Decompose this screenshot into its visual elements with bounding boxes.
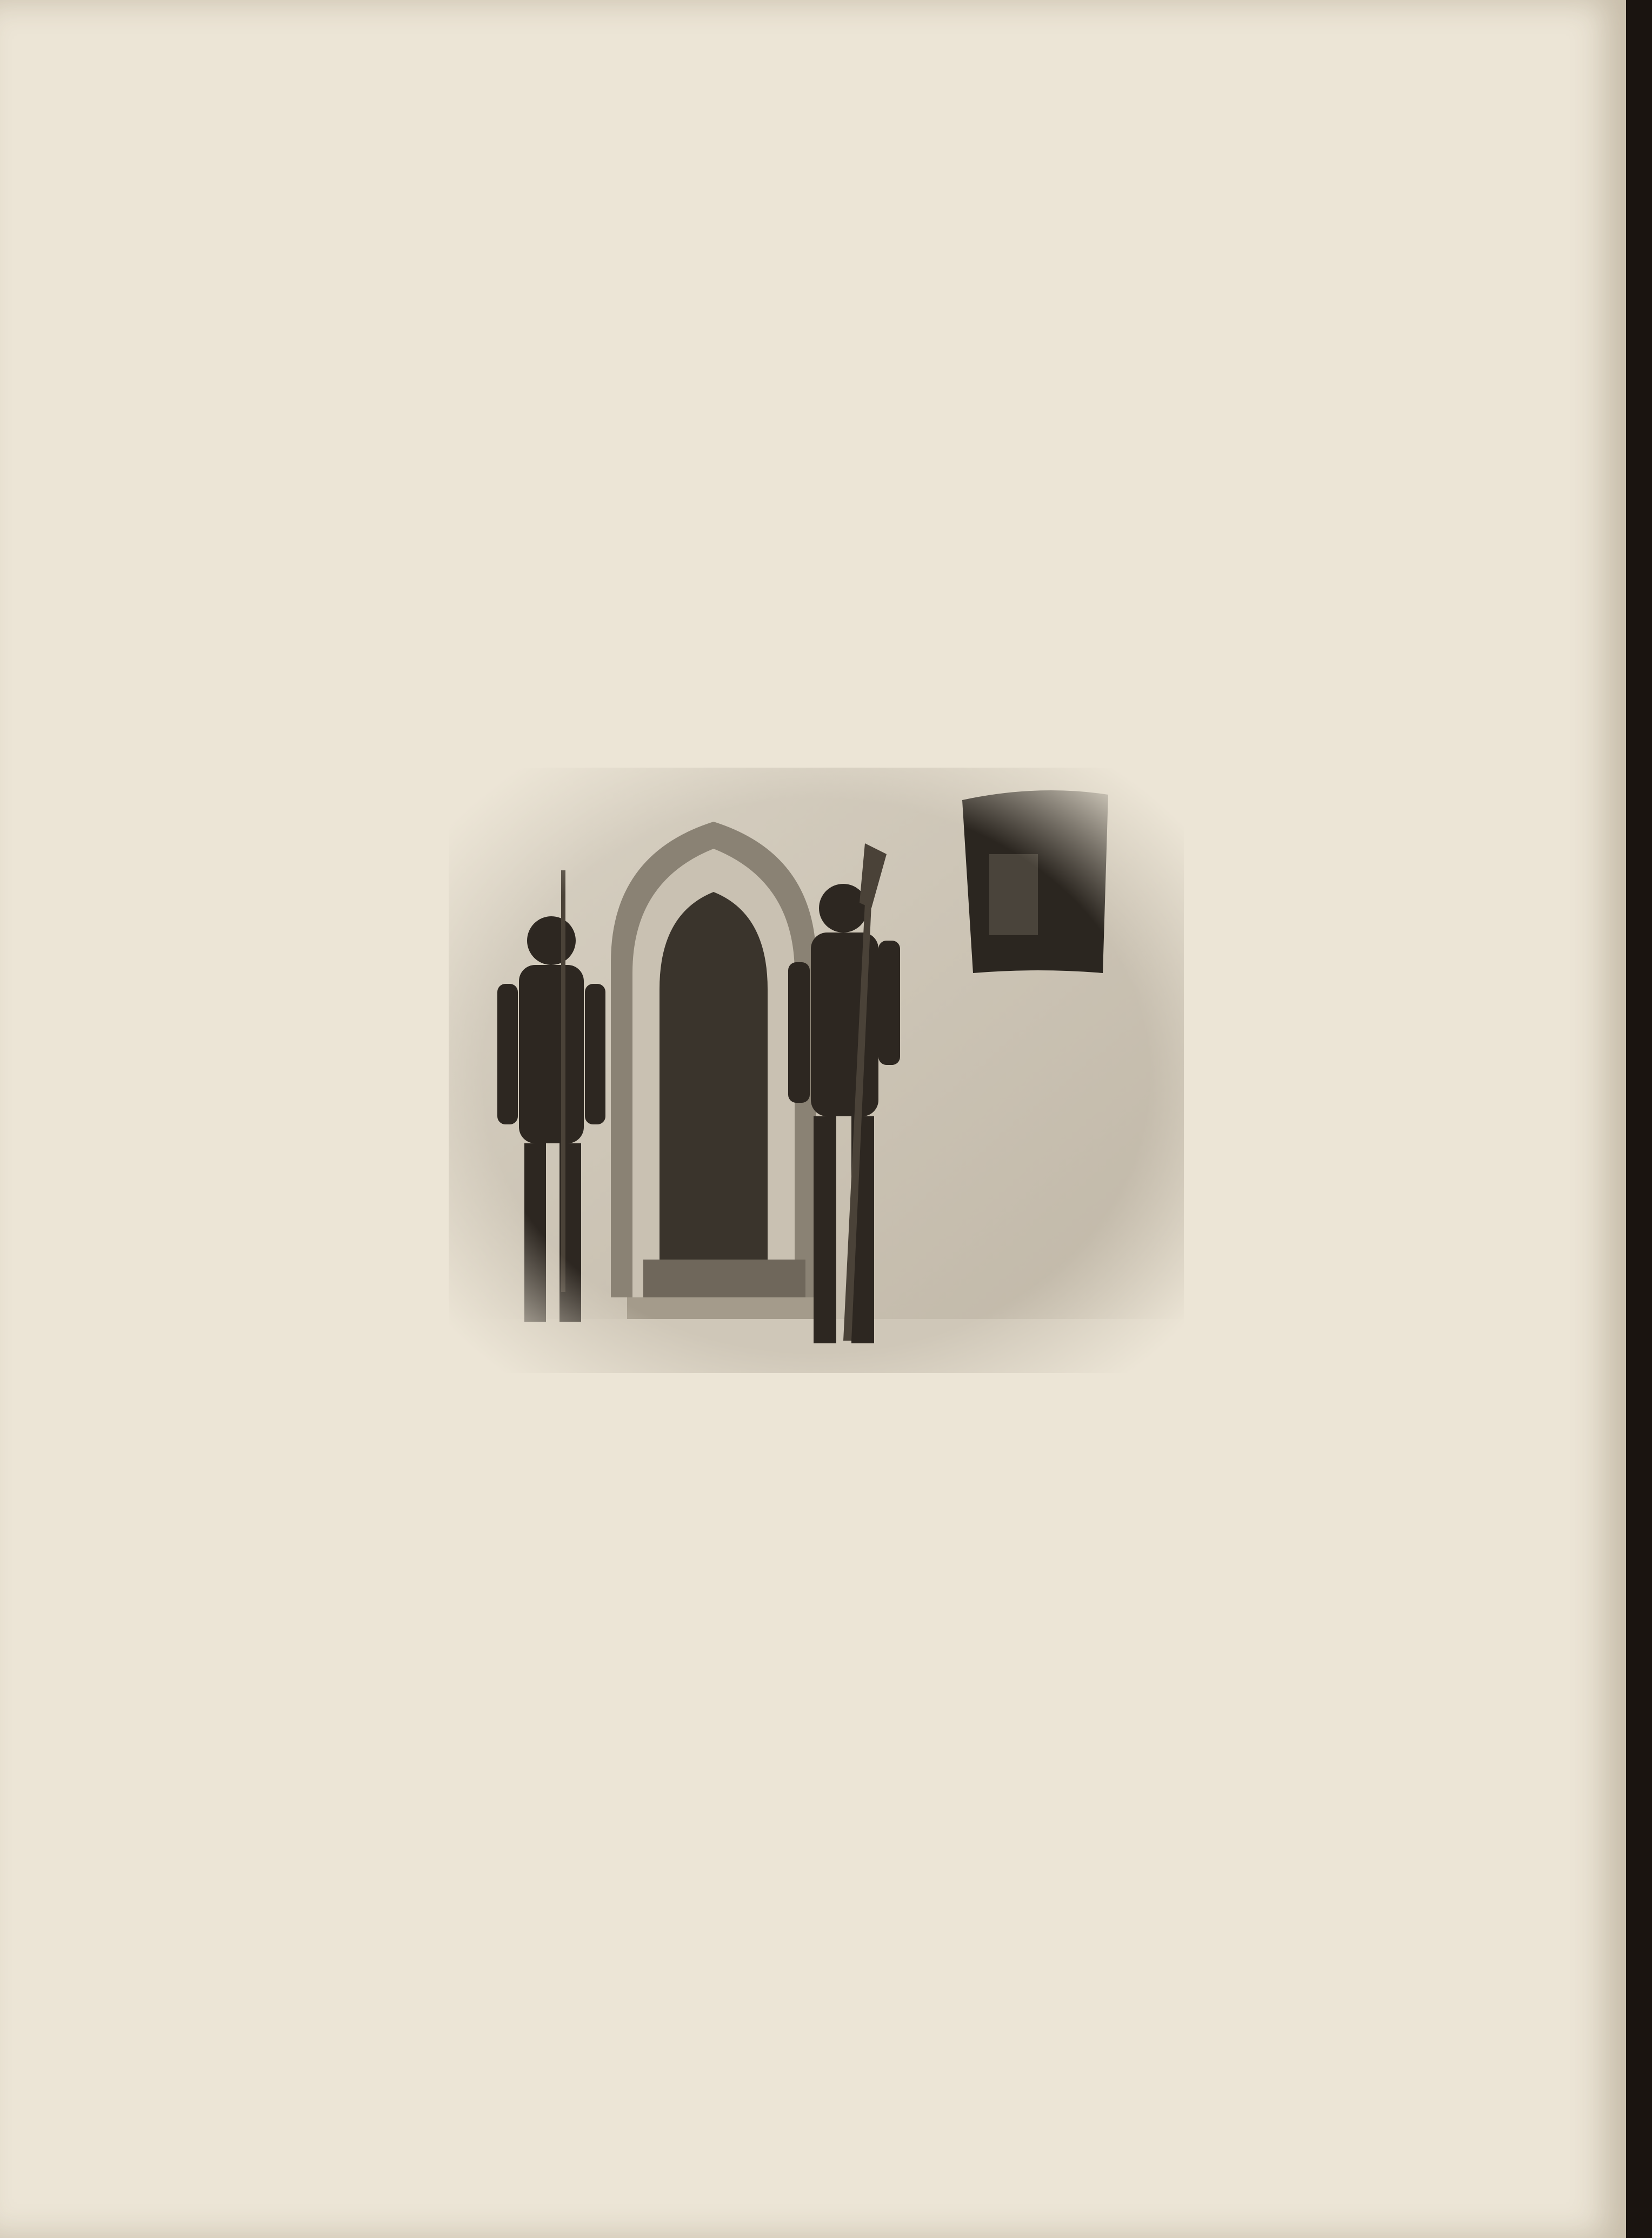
engraving-illustration (432, 757, 1200, 1395)
